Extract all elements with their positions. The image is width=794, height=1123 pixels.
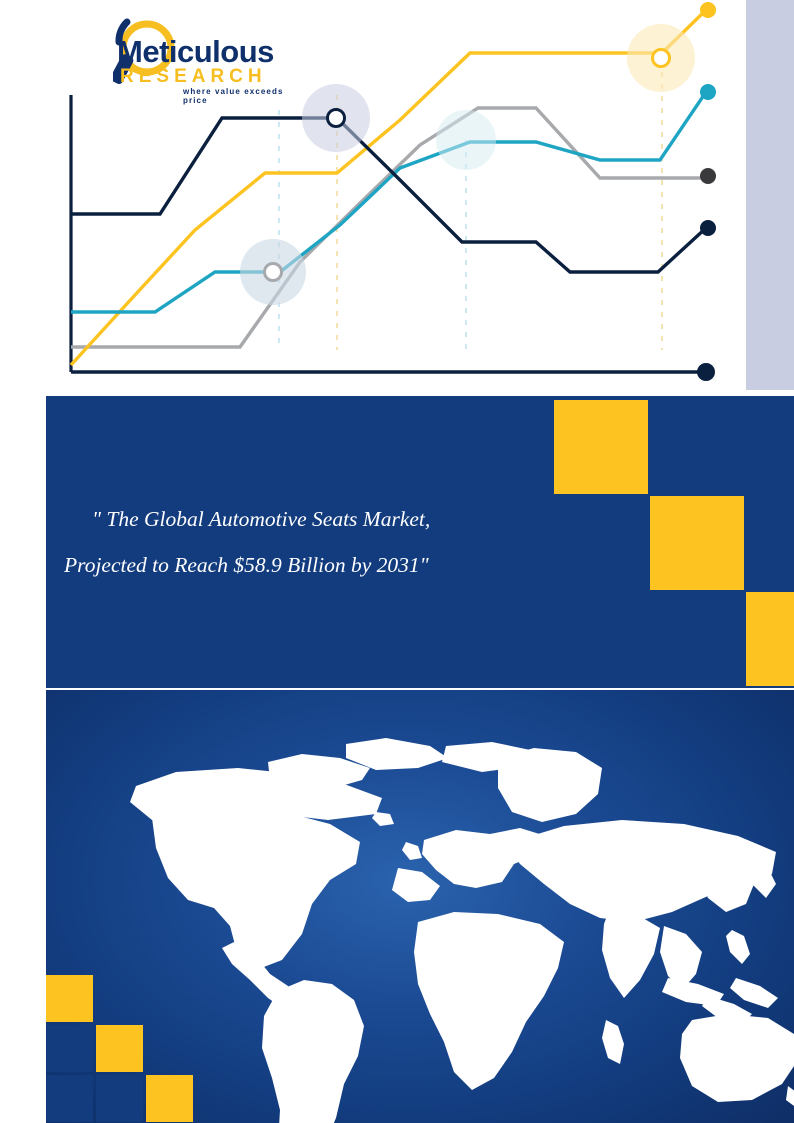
chart-endpoint-grey (700, 168, 716, 184)
brand-name: Meticulous (117, 34, 274, 69)
quote-band (46, 396, 794, 688)
quote-square-2-1 (650, 592, 744, 686)
chart-endpoint-baseline (697, 363, 715, 381)
chart-series-navy (71, 118, 706, 272)
quote-square-grid (554, 396, 794, 688)
map-square-0-0 (46, 975, 93, 1022)
chart-marker-yellow (627, 24, 695, 92)
quote-text (46, 396, 554, 688)
quote-square-0-0 (554, 400, 648, 494)
chart-endpoint-navy (700, 220, 716, 236)
quote-square-2-0 (554, 592, 648, 686)
chart-band (0, 0, 794, 390)
quote-square-0-1 (650, 400, 744, 494)
quote-square-1-1 (650, 496, 744, 590)
quote-square-2-2 (746, 592, 794, 686)
map-square-2-1 (96, 1075, 143, 1122)
map-square-1-0 (46, 1025, 93, 1072)
quote-line-2: Projected to Reach $58.9 Billion by 2031" (64, 553, 429, 577)
map-square-1-1 (96, 1025, 143, 1072)
map-band (46, 690, 794, 1123)
quote-square-1-0 (554, 496, 648, 590)
brand-logo[interactable] (55, 8, 295, 105)
map-square-2-0 (46, 1075, 93, 1122)
chart-marker-cyan (240, 239, 306, 305)
map-square-grid (46, 975, 194, 1123)
chart-endpoint-cyan (700, 84, 716, 100)
chart-endpoint-yellow (700, 2, 716, 18)
quote-square-0-2 (746, 400, 794, 494)
quote-square-1-2 (746, 496, 794, 590)
map-square-2-2 (146, 1075, 193, 1122)
quote-line-1: " The Global Automotive Seats Market, (92, 507, 431, 531)
chart-halo-cyan-2 (436, 110, 496, 170)
brand-name-secondary: RESEARCH (120, 66, 267, 87)
chart-right-accent-strip (746, 0, 794, 390)
chart-marker-navy (302, 84, 370, 152)
chart-series-grey (71, 108, 706, 347)
brand-tagline: where value exceeds price (183, 87, 284, 105)
